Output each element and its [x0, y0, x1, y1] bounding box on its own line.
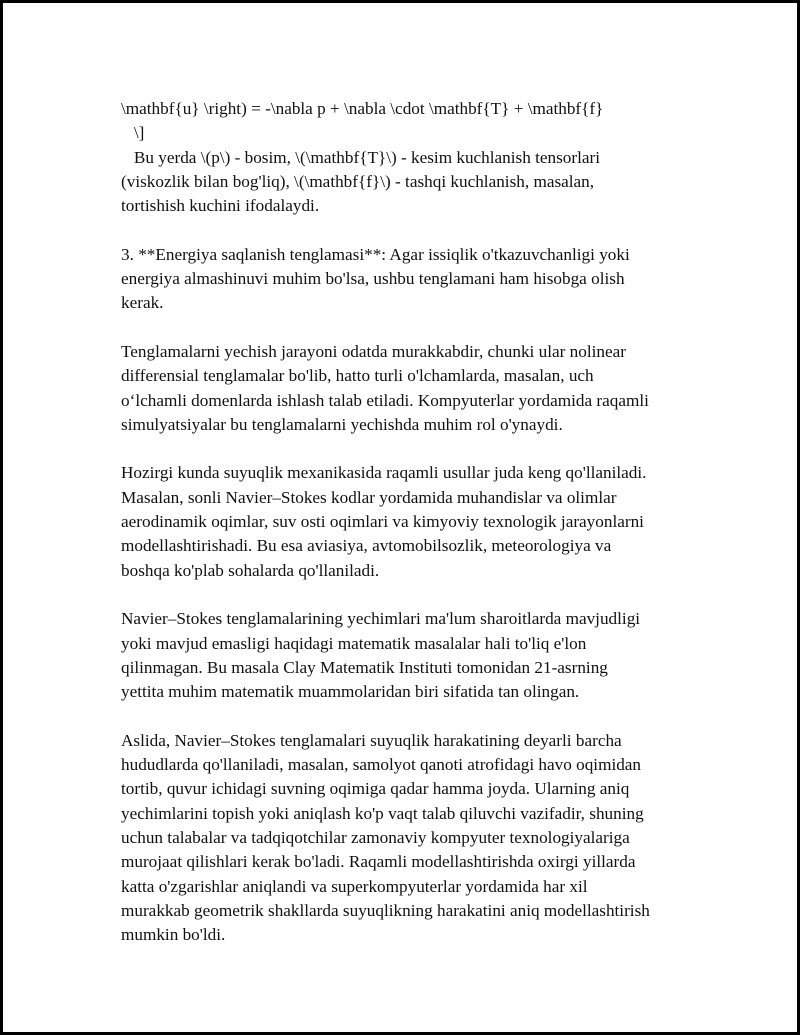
paragraph-energy-equation	[121, 243, 721, 316]
paragraph-spacer	[121, 437, 721, 461]
text-line: differensial tenglamalar bo'lib, hatto turli o'lchamlarda, masalan, uch	[121, 366, 594, 386]
text-line: (viskozlik bilan bog'liq), \(\mathbf{f}\) - tashqi kuchlanish, masalan,	[121, 171, 595, 191]
text-line: simulyatsiyalar bu tenglamalarni yechishda muhim rol o'ynaydi.	[121, 414, 563, 434]
text-line: uchun talabalar va tadqiqotchilar zamonaviy kompyuter texnologiyalariga	[121, 827, 630, 847]
text-line: hududlarda qo'llaniladi, masalan, samolyot qanoti atrofidagi havo oqimidan	[121, 755, 642, 775]
text-line: murakkab geometrik shakllarda suyuqlikning harakatini aniq modellashtirish	[121, 900, 650, 920]
text-line: modellashtirishadi. Bu esa aviasiya, avtomobilsozlik, meteorologiya va	[121, 536, 612, 556]
text-line: tortishish kuchini ifodalaydi.	[121, 196, 320, 216]
text-line: Bu yerda \(p\) - bosim, \(\mathbf{T}\) - kesim kuchlanish tensorlari	[121, 147, 601, 167]
text-line: aerodinamik oqimlar, suv osti oqimlari va kimyoviy texnologik jarayonlarni	[121, 512, 644, 532]
text-line: yoki mavjud emasligi haqidagi matematik masalalar hali to'liq e'lon	[121, 633, 587, 653]
paragraph-spacer	[121, 316, 721, 340]
paragraph-spacer	[121, 583, 721, 607]
text-line: Hozirgi kunda suyuqlik mexanikasida raqamli usullar juda keng qo'llaniladi.	[121, 463, 647, 483]
paragraph-momentum-equation	[121, 97, 721, 218]
text-line: Tenglamalarni yechish jarayoni odatda murakkabdir, chunki ular nolinear	[121, 341, 626, 361]
text-line: mumkin bo'ldi.	[121, 925, 226, 945]
text-line: kerak.	[121, 293, 164, 313]
text-line: tortib, quvur ichidagi suvning oqimiga qadar hamma joyda. Ularning aniq	[121, 779, 630, 799]
text-line: energiya almashinuvi muhim bo'lsa, ushbu tenglamani ham hisobga olish	[121, 269, 625, 289]
text-line: qilinmagan. Bu masala Clay Matematik Instituti tomonidan 21-asrning	[121, 657, 608, 677]
text-line: Masalan, sonli Navier–Stokes kodlar yordamida muhandislar va olimlar	[121, 487, 617, 507]
text-line: yechimlarini topish yoki aniqlash ko'p vaqt talab qiluvchi vazifadir, shuning	[121, 803, 644, 823]
text-line: katta o'zgarishlar aniqlandi va superkompyuterlar yordamida har xil	[121, 876, 588, 896]
text-line: o‘lchamli domenlarda ishlash talab etiladi. Kompyuterlar yordamida raqamli	[121, 390, 649, 410]
paragraph-numerical-methods	[121, 461, 721, 582]
text-line: murojaat qilishlari kerak bo'ladi. Raqamli modellashtirishda oxirgi yillarda	[121, 852, 636, 872]
paragraph-spacer	[121, 704, 721, 728]
document-body	[121, 97, 721, 947]
text-line: yettita muhim matematik muammolaridan biri sifatida tan olingan.	[121, 682, 580, 702]
text-line: \mathbf{u} \right) = -\nabla p + \nabla \cdot \mathbf{T} + \mathbf{f}	[121, 99, 604, 118]
paragraph-spacer	[121, 218, 721, 242]
paragraph-millennium-problem	[121, 607, 721, 704]
text-line: 3. **Energiya saqlanish tenglamasi**: Agar issiqlik o'tkazuvchanligi yoki	[121, 244, 630, 264]
text-line: Navier–Stokes tenglamalarining yechimlari ma'lum sharoitlarda mavjudligi	[121, 609, 641, 629]
text-line: boshqa ko'plab sohalarda qo'llaniladi.	[121, 560, 380, 580]
paragraph-applications	[121, 729, 721, 948]
text-line: \]	[121, 123, 145, 143]
text-line: Aslida, Navier–Stokes tenglamalari suyuqlik harakatining deyarli barcha	[121, 730, 622, 750]
paragraph-solving-process	[121, 340, 721, 437]
